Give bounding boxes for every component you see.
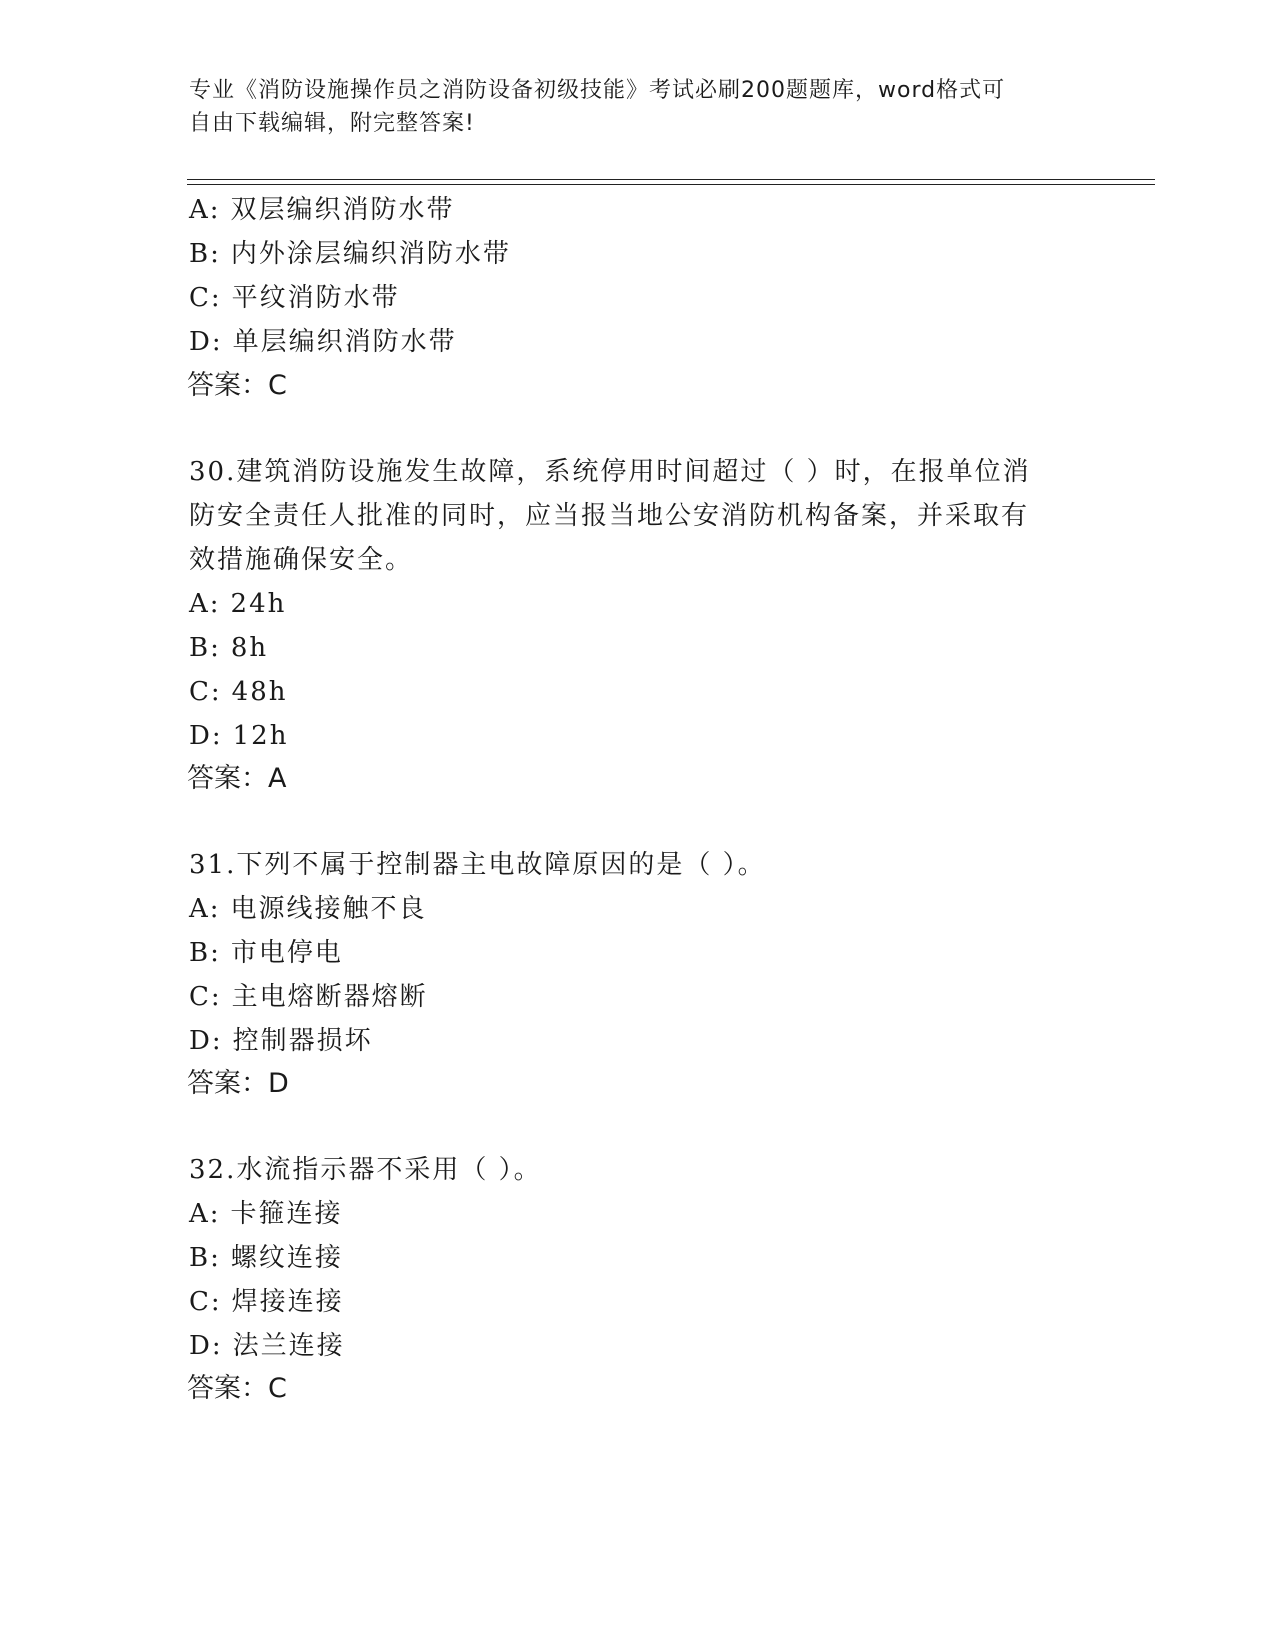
q32-option-a: A: 卡箍连接 (189, 1199, 343, 1229)
q32-option-c: C: 焊接连接 (189, 1287, 344, 1317)
header-line-1: 专业《消防设施操作员之消防设备初级技能》考试必刷200题题库，word格式可 (189, 78, 1006, 103)
q30-answer: 答案：A (187, 763, 287, 794)
header-rule-top (187, 179, 1155, 180)
q29-option-a: A: 双层编织消防水带 (189, 195, 455, 225)
q30-option-c: C: 48h (189, 677, 288, 707)
q31-stem-line-1: 31.下列不属于控制器主电故障原因的是（ ）。 (189, 850, 766, 880)
q30-option-a: A: 24h (189, 589, 287, 619)
q31-option-a: A: 电源线接触不良 (189, 894, 427, 924)
q30-option-b: B: 8h (189, 633, 269, 663)
q32-stem-line-1: 32.水流指示器不采用（ ）。 (189, 1155, 542, 1185)
q31-answer: 答案：D (187, 1068, 289, 1099)
q31-option-d: D: 控制器损坏 (189, 1026, 373, 1056)
q29-option-c: C: 平纹消防水带 (189, 283, 400, 313)
q30-stem-line-3: 效措施确保安全。 (189, 545, 414, 575)
q29-option-d: D: 单层编织消防水带 (189, 327, 457, 357)
q30-stem-line-2: 防安全责任人批准的同时，应当报当地公安消防机构备案，并采取有 (189, 501, 1030, 531)
q32-option-d: D: 法兰连接 (189, 1331, 345, 1361)
q32-answer: 答案：C (187, 1373, 287, 1404)
q31-option-c: C: 主电熔断器熔断 (189, 982, 428, 1012)
q29-option-b: B: 内外涂层编织消防水带 (189, 239, 511, 269)
document-header (189, 74, 1089, 140)
q30-stem-line-1: 30.建筑消防设施发生故障，系统停用时间超过（ ）时，在报单位消 (189, 457, 1031, 487)
q30-option-d: D: 12h (189, 721, 289, 751)
q32-option-b: B: 螺纹连接 (189, 1243, 343, 1273)
q31-option-b: B: 市电停电 (189, 938, 343, 968)
header-rule-bottom (187, 184, 1155, 185)
header-line-2: 自由下载编辑，附完整答案! (189, 111, 475, 136)
q29-answer: 答案：C (187, 370, 287, 401)
